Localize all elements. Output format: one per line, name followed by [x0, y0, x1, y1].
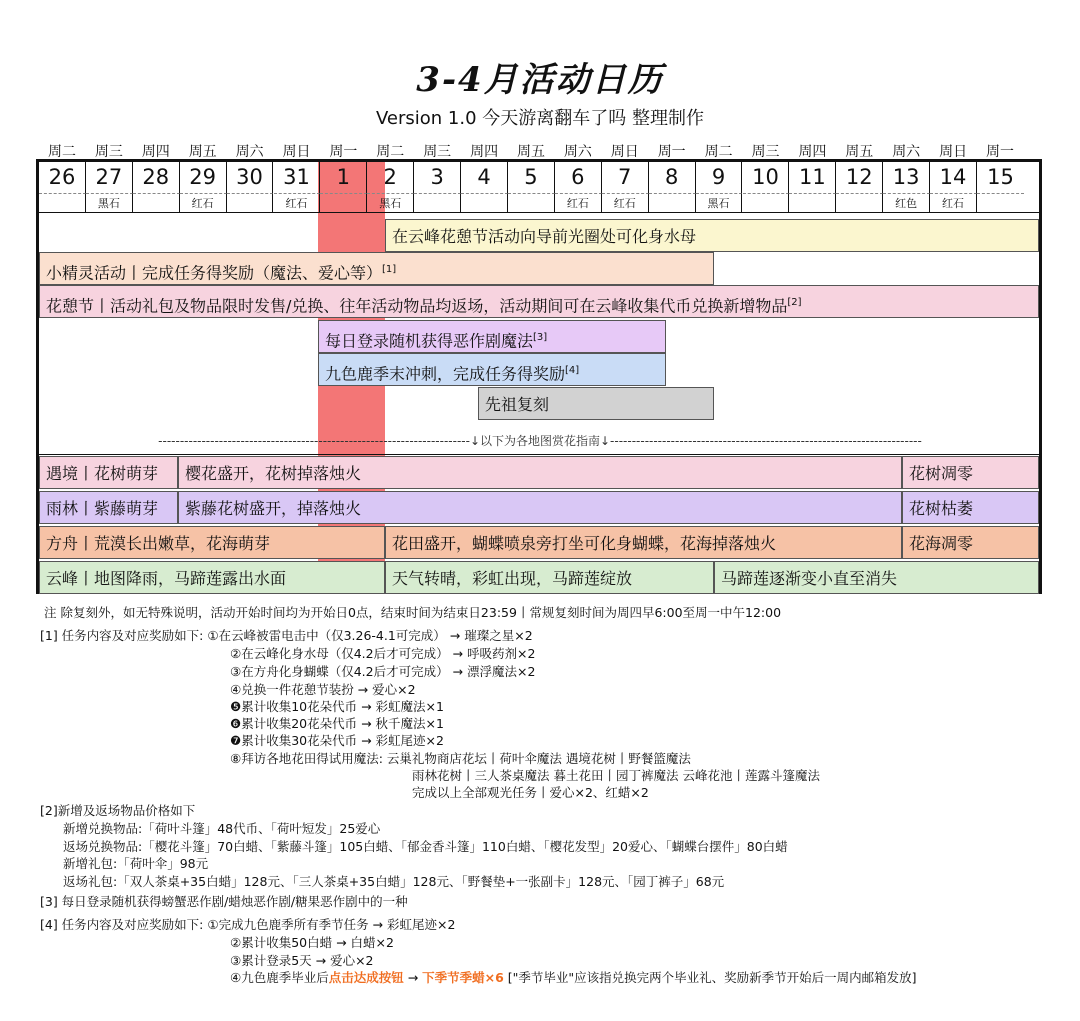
day-cell: 5 [508, 162, 555, 193]
stone-label: 红石 [602, 193, 649, 212]
note-3: [3] 每日登录随机获得螃蟹恶作剧/蜡烛恶作剧/糖果恶作剧中的一种 [40, 894, 408, 909]
note-4-item: ④九色鹿季毕业后点击达成按钮 → 下季节季蜡×6 ["季节毕业"应该指兑换完两个毕业礼、奖励新季节开始后一周内邮箱发放] [230, 970, 917, 985]
map-prairie-wither: 花树凋零 [902, 456, 1039, 489]
map-ark-wither: 花海凋零 [902, 526, 1039, 559]
day-cell: 29 [180, 162, 227, 193]
note-1: [1] 任务内容及对应奖励如下: ①在云峰被雷电击中（仅3.26-4.1可完成） → 璀璨之星×2 [40, 628, 533, 643]
map-prairie-bloom: 樱花盛开，花树掉落烛火 [178, 456, 902, 489]
stone-label: 红石 [555, 193, 602, 212]
day-cell: 27 [86, 162, 133, 193]
map-forest-wither: 花树枯萎 [902, 491, 1039, 524]
stone-label: 黑石 [86, 193, 133, 212]
day-cell: 12 [836, 162, 883, 193]
note-1-item: 完成以上全部观光任务丨爱心×2、红蜡×2 [412, 785, 649, 800]
day-cell: 11 [789, 162, 836, 193]
note-1-item: ❼累计收集30花朵代币 → 彩虹尾迹×2 [230, 733, 444, 748]
weekday-label: 周二 [48, 144, 76, 160]
stone-label: 红石 [930, 193, 977, 212]
weekday-label: 周一 [329, 144, 358, 160]
event-prank-magic: 每日登录随机获得恶作剧魔法[3] [318, 320, 666, 353]
day-cell: 14 [930, 162, 977, 193]
weekday-label: 周一 [986, 144, 1014, 160]
note-1-item: ❻累计收集20花朵代币 → 秋千魔法×1 [230, 716, 444, 731]
note-2-item: 返场礼包:「双人茶桌+35白蜡」128元、「三人茶桌+35白蜡」128元、「野餐垫+一张副卡」128元、「园丁裤子」68元 [63, 874, 725, 889]
note-1-item: ②在云峰化身水母（仅4.2后才可完成） → 呼吸药剂×2 [230, 646, 536, 661]
stone-label [39, 193, 86, 212]
map-prairie-label: 遇境丨花树萌芽 [39, 456, 178, 489]
note-4-item: ③累计登录5天 → 爱心×2 [230, 953, 374, 968]
stone-label [836, 193, 883, 212]
day-cell: 31 [274, 162, 321, 193]
weekday-label: 周日 [282, 144, 311, 160]
divider [39, 212, 1039, 213]
weekday-label: 周日 [610, 144, 639, 160]
weekday-label: 周三 [94, 144, 123, 160]
weekday-label: 周六 [235, 144, 264, 160]
map-forest-label: 雨林丨紫藤萌芽 [39, 491, 178, 524]
map-ark-label: 方舟丨荒漠长出嫩草，花海萌芽 [39, 526, 385, 559]
stone-label [320, 193, 367, 212]
weekday-label: 周四 [470, 144, 499, 160]
stone-label [789, 193, 836, 212]
map-peak-bloom: 天气转晴，彩虹出现，马蹄莲绽放 [385, 561, 714, 594]
stone-label: 红石 [180, 193, 227, 212]
stone-label: 红石 [274, 193, 321, 212]
day-cell: 6 [555, 162, 602, 193]
event-season-sprint: 九色鹿季末冲刺，完成任务得奖励[4] [318, 353, 666, 386]
note-general: 注 除复刻外，如无特殊说明，活动开始时间均为开始日0点，结束时间为结束日23:59丨常规复刻时间为周四早6:00至周一中午12:00 [44, 605, 782, 620]
weekday-label: 周二 [376, 144, 405, 160]
note-2: [2]新增及返场物品价格如下 [40, 803, 196, 818]
weekday-label: 周一 [657, 144, 686, 160]
note-2-item: 新增礼包:「荷叶伞」98元 [63, 856, 209, 871]
event-jellyfish: 在云峰花憩节活动向导前光圈处可化身水母 [385, 219, 1039, 252]
day-cell: 2 [367, 162, 414, 193]
divider [39, 454, 1039, 455]
map-peak-label: 云峰丨地图降雨，马蹄莲露出水面 [39, 561, 385, 594]
note-2-item: 返场兑换物品:「樱花斗篷」70白蜡、「紫藤斗篷」105白蜡、「郁金香斗篷」110白蜡、「樱花发型」20爱心、「蝴蝶台摆件」80白蜡 [63, 839, 788, 854]
weekday-label: 周二 [704, 144, 733, 160]
day-cell: 7 [602, 162, 649, 193]
event-flower-festival: 花憩节丨活动礼包及物品限时发售/兑换、往年活动物品均返场，活动期间可在云峰收集代币兑换新增物品[2] [39, 285, 1039, 318]
day-cell: 28 [133, 162, 180, 193]
day-cell: 30 [227, 162, 274, 193]
day-cell: 26 [39, 162, 86, 193]
weekday-label: 周五 [188, 144, 217, 160]
day-cell: 3 [414, 162, 461, 193]
weekday-label: 周四 [141, 144, 170, 160]
day-cell: 9 [696, 162, 743, 193]
day-cell: 10 [743, 162, 790, 193]
stone-label: 黑石 [367, 193, 414, 212]
weekday-label: 周日 [939, 144, 968, 160]
note-2-item: 新增兑换物品:「荷叶斗篷」48代币、「荷叶短发」25爱心 [63, 821, 381, 836]
day-cell: 8 [649, 162, 696, 193]
map-ark-bloom: 花田盛开，蝴蝶喷泉旁打坐可化身蝴蝶，花海掉落烛火 [385, 526, 902, 559]
stone-label: 红色 [883, 193, 930, 212]
note-1-item: ❺累计收集10花朵代币 → 彩虹魔法×1 [230, 699, 444, 714]
weekday-label: 周五 [845, 144, 874, 160]
stone-label [649, 193, 696, 212]
weekday-label: 周四 [798, 144, 827, 160]
weekday-label: 周五 [517, 144, 545, 160]
day-cell: 4 [461, 162, 508, 193]
stone-label [414, 193, 461, 212]
stone-label: 黑石 [696, 193, 743, 212]
stone-label [133, 193, 180, 212]
note-4-item: ②累计收集50白蜡 → 白蜡×2 [230, 935, 394, 950]
stone-label [227, 193, 274, 212]
note-1-item: ③在方舟化身蝴蝶（仅4.2后才可完成） → 漂浮魔法×2 [230, 664, 536, 679]
guide-divider: ------------------------------------------------------------------------↓以下为各地图赏花指南↓------------------------------------------------------------------------ [158, 434, 922, 448]
day-cell: 15 [987, 165, 1014, 189]
weekday-label: 周六 [563, 144, 592, 160]
weekday-label: 周三 [423, 144, 452, 160]
weekday-label: 周三 [751, 144, 780, 160]
event-sprite: 小精灵活动丨完成任务得奖励（魔法、爱心等）[1] [39, 252, 714, 285]
note-1-item: ④兑换一件花憩节装扮 → 爱心×2 [230, 682, 416, 697]
stone-label [461, 193, 508, 212]
note-4: [4] 任务内容及对应奖励如下: ①完成九色鹿季所有季节任务 → 彩虹尾迹×2 [40, 917, 456, 932]
page-subtitle: Version 1.0 今天游离翻车了吗 整理制作 [376, 108, 704, 129]
page-title: 3-4月活动日历 [416, 60, 664, 100]
note-1-item: 雨林花树丨三人茶桌魔法 暮土花田丨园丁裤魔法 云峰花池丨莲露斗篷魔法 [412, 768, 820, 783]
stone-label [743, 193, 790, 212]
day-cell: 13 [883, 162, 930, 193]
weekday-label: 周六 [892, 144, 921, 160]
stone-label [508, 193, 555, 212]
note-1-item: ⑧拜访各地花田得试用魔法: 云巢礼物商店花坛丨荷叶伞魔法 遇境花树丨野餐篮魔法 [230, 751, 691, 766]
stone-label [977, 193, 1024, 212]
day-cell: 1 [320, 162, 367, 193]
map-peak-wither: 马蹄莲逐渐变小直至消失 [714, 561, 1039, 594]
event-ancestor-return: 先祖复刻 [478, 387, 714, 420]
map-forest-bloom: 紫藤花树盛开，掉落烛火 [178, 491, 902, 524]
